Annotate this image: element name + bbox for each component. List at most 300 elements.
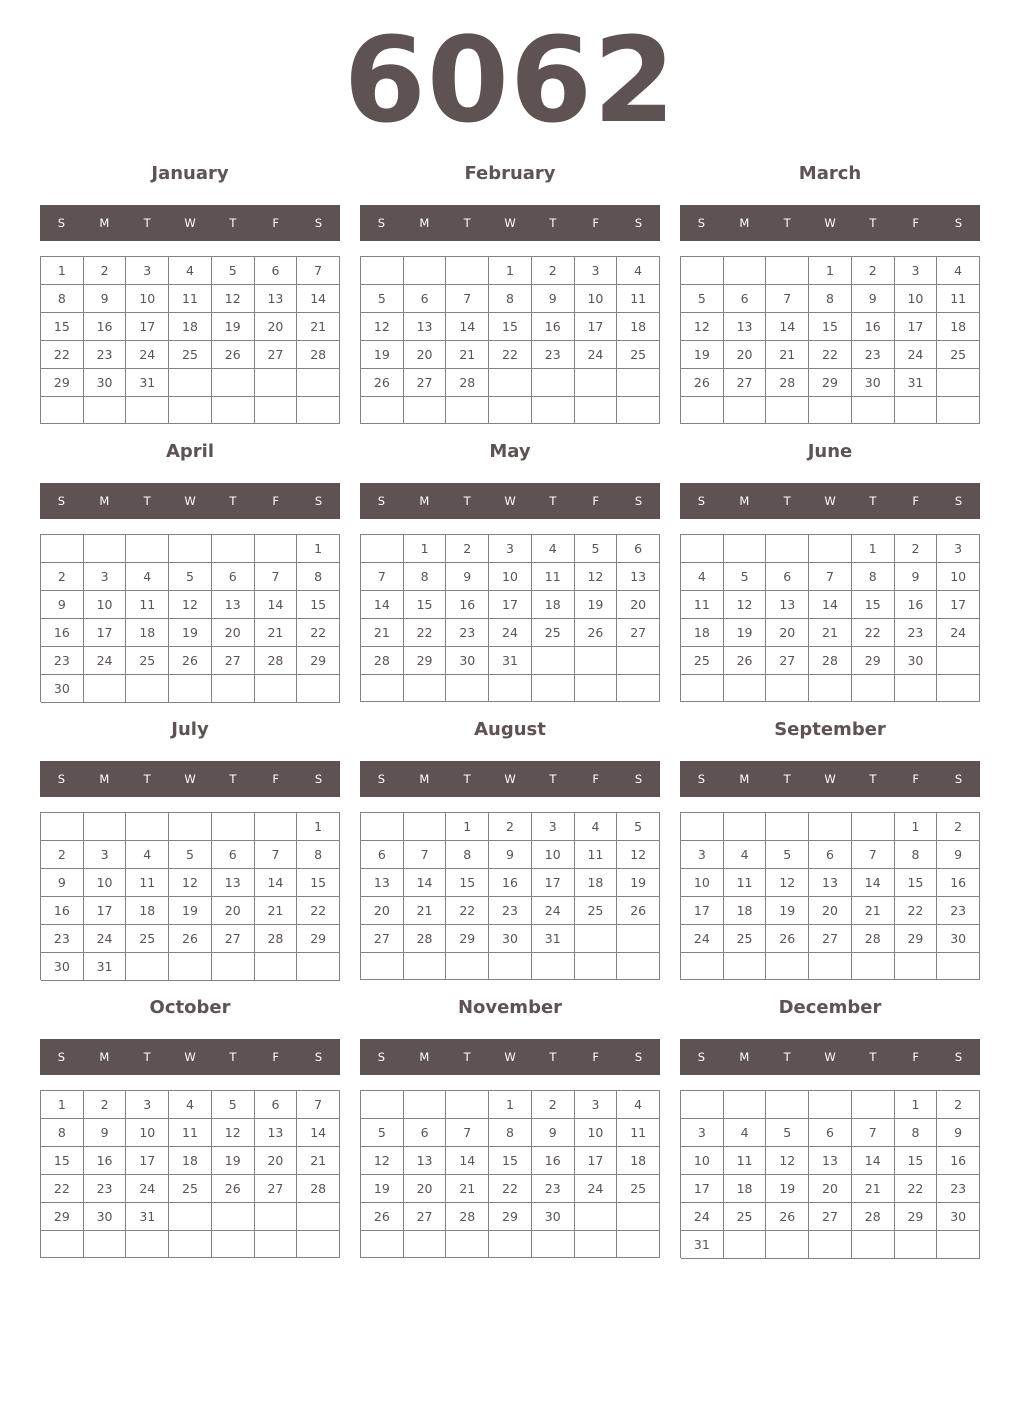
weekday-label: W [184, 772, 196, 786]
day-cell: 25 [575, 897, 618, 925]
day-cell: 3 [681, 841, 724, 869]
day-cell: 21 [446, 1175, 489, 1203]
empty-cell [724, 535, 767, 563]
day-cell: 30 [41, 953, 84, 981]
weekday-header [680, 483, 980, 519]
day-cell: 8 [489, 285, 532, 313]
day-cell: 8 [404, 563, 447, 591]
day-cell: 6 [724, 285, 767, 313]
day-cell: 15 [852, 591, 895, 619]
weekday-label: S [634, 216, 643, 230]
empty-cell [212, 813, 255, 841]
day-cell: 22 [41, 1175, 84, 1203]
day-cell: 5 [575, 535, 618, 563]
day-cell: 11 [169, 1119, 212, 1147]
day-grid [360, 256, 660, 424]
empty-cell [489, 953, 532, 980]
day-cell: 28 [852, 1203, 895, 1231]
day-grid [40, 534, 340, 702]
day-cell: 13 [212, 591, 255, 619]
day-cell: 29 [446, 925, 489, 953]
day-cell: 13 [766, 591, 809, 619]
day-cell: 10 [84, 591, 127, 619]
weekday-label: S [954, 1050, 963, 1064]
day-cell: 23 [937, 897, 980, 925]
day-cell: 20 [255, 1147, 298, 1175]
day-cell: 20 [724, 341, 767, 369]
day-cell: 19 [212, 313, 255, 341]
weekday-label: M [419, 494, 430, 508]
day-cell: 21 [852, 1175, 895, 1203]
empty-cell [361, 397, 404, 424]
day-cell: 18 [681, 619, 724, 647]
day-cell: 15 [297, 591, 340, 619]
day-cell: 21 [446, 341, 489, 369]
day-cell: 28 [766, 369, 809, 397]
empty-cell [681, 535, 724, 563]
empty-cell [212, 369, 255, 397]
day-cell: 13 [404, 313, 447, 341]
day-cell: 24 [575, 1175, 618, 1203]
weekday-label: T [549, 494, 557, 508]
weekday-label: W [824, 216, 836, 230]
empty-cell [681, 953, 724, 980]
day-cell: 15 [809, 313, 852, 341]
empty-cell [895, 675, 938, 702]
day-cell: 18 [575, 869, 618, 897]
day-cell: 31 [84, 953, 127, 981]
empty-cell [489, 675, 532, 702]
empty-cell [84, 675, 127, 703]
day-cell: 13 [617, 563, 660, 591]
day-cell: 1 [297, 813, 340, 841]
day-cell: 30 [84, 369, 127, 397]
day-cell: 4 [126, 841, 169, 869]
month-title: March [798, 163, 862, 184]
month-title: September [774, 719, 886, 740]
day-cell: 1 [446, 813, 489, 841]
weekday-label: S [954, 772, 963, 786]
empty-cell [446, 1231, 489, 1258]
day-cell: 8 [446, 841, 489, 869]
day-cell: 27 [212, 925, 255, 953]
weekday-header [680, 1039, 980, 1075]
day-cell: 29 [297, 925, 340, 953]
day-cell: 4 [169, 257, 212, 285]
empty-cell [126, 813, 169, 841]
day-cell: 26 [361, 369, 404, 397]
day-cell: 20 [361, 897, 404, 925]
day-cell: 24 [126, 1175, 169, 1203]
day-cell: 16 [937, 869, 980, 897]
day-cell: 22 [489, 341, 532, 369]
empty-cell [297, 953, 340, 981]
empty-cell [681, 1091, 724, 1119]
empty-cell [937, 675, 980, 702]
weekday-label: T [869, 1050, 877, 1064]
day-cell: 8 [297, 563, 340, 591]
day-cell: 21 [255, 897, 298, 925]
weekday-label: W [504, 494, 516, 508]
day-cell: 3 [575, 257, 618, 285]
weekday-header [360, 205, 660, 241]
day-cell: 16 [852, 313, 895, 341]
day-cell: 8 [41, 285, 84, 313]
day-cell: 5 [766, 1119, 809, 1147]
day-cell: 3 [84, 563, 127, 591]
day-cell: 22 [895, 1175, 938, 1203]
day-cell: 14 [446, 1147, 489, 1175]
empty-cell [852, 397, 895, 424]
day-cell: 13 [724, 313, 767, 341]
weekday-header [360, 1039, 660, 1075]
day-cell: 5 [212, 1091, 255, 1119]
day-cell: 22 [297, 619, 340, 647]
empty-cell [766, 257, 809, 285]
day-cell: 19 [361, 341, 404, 369]
month-title: May [489, 441, 531, 462]
day-cell: 5 [617, 813, 660, 841]
empty-cell [575, 1203, 618, 1231]
empty-cell [852, 1231, 895, 1259]
day-cell: 16 [532, 1147, 575, 1175]
day-cell: 3 [575, 1091, 618, 1119]
empty-cell [617, 647, 660, 675]
empty-cell [575, 925, 618, 953]
empty-cell [895, 1231, 938, 1259]
empty-cell [404, 813, 447, 841]
empty-cell [681, 257, 724, 285]
day-cell: 12 [212, 285, 255, 313]
day-cell: 22 [404, 619, 447, 647]
day-cell: 11 [126, 591, 169, 619]
empty-cell [361, 1091, 404, 1119]
month-title: April [165, 441, 215, 462]
day-cell: 14 [297, 285, 340, 313]
day-cell: 11 [681, 591, 724, 619]
day-cell: 14 [852, 869, 895, 897]
empty-cell [255, 675, 298, 703]
day-cell: 26 [169, 647, 212, 675]
month-title: January [151, 163, 229, 184]
day-grid [40, 256, 340, 424]
day-cell: 3 [681, 1119, 724, 1147]
weekday-label: S [634, 494, 643, 508]
weekday-label: M [739, 772, 750, 786]
weekday-label: F [272, 216, 280, 230]
empty-cell [84, 535, 127, 563]
weekday-label: M [739, 494, 750, 508]
empty-cell [809, 675, 852, 702]
day-cell: 3 [126, 257, 169, 285]
empty-cell [681, 813, 724, 841]
empty-cell [126, 397, 169, 424]
day-cell: 9 [937, 841, 980, 869]
empty-cell [937, 369, 980, 397]
day-cell: 13 [809, 1147, 852, 1175]
day-grid [680, 534, 980, 702]
day-cell: 14 [297, 1119, 340, 1147]
day-cell: 28 [297, 341, 340, 369]
empty-cell [361, 535, 404, 563]
day-cell: 29 [895, 925, 938, 953]
day-cell: 18 [617, 313, 660, 341]
day-cell: 10 [575, 1119, 618, 1147]
empty-cell [766, 675, 809, 702]
empty-cell [724, 257, 767, 285]
weekday-label: T [463, 216, 471, 230]
day-cell: 15 [489, 1147, 532, 1175]
day-cell: 19 [617, 869, 660, 897]
day-grid [360, 812, 660, 980]
empty-cell [681, 397, 724, 424]
empty-cell [724, 397, 767, 424]
day-cell: 27 [809, 1203, 852, 1231]
empty-cell [404, 1091, 447, 1119]
empty-cell [766, 813, 809, 841]
empty-cell [126, 675, 169, 703]
day-cell: 8 [297, 841, 340, 869]
day-cell: 25 [532, 619, 575, 647]
day-cell: 18 [617, 1147, 660, 1175]
empty-cell [126, 1231, 169, 1258]
weekday-label: M [99, 494, 110, 508]
day-cell: 4 [126, 563, 169, 591]
day-cell: 23 [41, 647, 84, 675]
day-grid [360, 1090, 660, 1258]
day-cell: 25 [126, 647, 169, 675]
day-cell: 1 [895, 813, 938, 841]
day-cell: 13 [404, 1147, 447, 1175]
empty-cell [766, 1231, 809, 1259]
day-cell: 11 [617, 1119, 660, 1147]
day-cell: 18 [169, 1147, 212, 1175]
empty-cell [532, 369, 575, 397]
empty-cell [937, 1231, 980, 1259]
day-cell: 29 [404, 647, 447, 675]
day-cell: 9 [41, 591, 84, 619]
day-cell: 7 [297, 257, 340, 285]
day-cell: 2 [489, 813, 532, 841]
day-cell: 6 [766, 563, 809, 591]
day-cell: 23 [84, 341, 127, 369]
weekday-label: F [272, 772, 280, 786]
weekday-label: W [824, 772, 836, 786]
day-cell: 5 [681, 285, 724, 313]
day-cell: 5 [169, 563, 212, 591]
month-title: October [149, 997, 231, 1018]
day-cell: 16 [41, 619, 84, 647]
empty-cell [169, 369, 212, 397]
day-cell: 6 [404, 1119, 447, 1147]
empty-cell [126, 535, 169, 563]
weekday-label: F [592, 772, 600, 786]
day-cell: 25 [937, 341, 980, 369]
empty-cell [446, 397, 489, 424]
day-cell: 6 [212, 841, 255, 869]
day-cell: 28 [446, 1203, 489, 1231]
day-cell: 10 [126, 1119, 169, 1147]
day-cell: 7 [404, 841, 447, 869]
day-cell: 23 [895, 619, 938, 647]
day-cell: 10 [532, 841, 575, 869]
day-cell: 12 [575, 563, 618, 591]
weekday-label: F [592, 494, 600, 508]
empty-cell [532, 675, 575, 702]
day-cell: 19 [361, 1175, 404, 1203]
day-cell: 20 [212, 619, 255, 647]
empty-cell [446, 953, 489, 980]
day-cell: 11 [937, 285, 980, 313]
empty-cell [255, 369, 298, 397]
day-cell: 5 [169, 841, 212, 869]
empty-cell [617, 369, 660, 397]
day-cell: 19 [169, 897, 212, 925]
day-cell: 23 [446, 619, 489, 647]
weekday-label: T [869, 216, 877, 230]
day-cell: 21 [766, 341, 809, 369]
weekday-label: S [697, 216, 706, 230]
day-cell: 12 [169, 869, 212, 897]
day-cell: 26 [212, 341, 255, 369]
day-cell: 6 [361, 841, 404, 869]
weekday-label: T [869, 494, 877, 508]
weekday-label: T [229, 216, 237, 230]
day-cell: 4 [169, 1091, 212, 1119]
day-cell: 16 [41, 897, 84, 925]
weekday-label: S [314, 772, 323, 786]
day-cell: 2 [446, 535, 489, 563]
day-cell: 17 [532, 869, 575, 897]
month-title: July [171, 719, 209, 740]
day-cell: 25 [681, 647, 724, 675]
day-cell: 24 [84, 647, 127, 675]
day-cell: 19 [724, 619, 767, 647]
weekday-label: S [697, 772, 706, 786]
day-cell: 16 [84, 313, 127, 341]
day-cell: 3 [532, 813, 575, 841]
day-cell: 7 [809, 563, 852, 591]
weekday-header [40, 483, 340, 519]
day-cell: 24 [681, 925, 724, 953]
empty-cell [41, 1231, 84, 1258]
empty-cell [575, 1231, 618, 1258]
day-cell: 19 [169, 619, 212, 647]
weekday-label: M [99, 772, 110, 786]
day-cell: 25 [169, 341, 212, 369]
day-cell: 16 [489, 869, 532, 897]
day-cell: 2 [895, 535, 938, 563]
weekday-label: S [697, 494, 706, 508]
day-cell: 16 [446, 591, 489, 619]
day-cell: 17 [575, 313, 618, 341]
day-cell: 4 [724, 1119, 767, 1147]
day-cell: 24 [681, 1203, 724, 1231]
empty-cell [84, 397, 127, 424]
empty-cell [809, 1091, 852, 1119]
weekday-label: T [463, 772, 471, 786]
day-cell: 28 [404, 925, 447, 953]
empty-cell [532, 647, 575, 675]
day-cell: 29 [489, 1203, 532, 1231]
weekday-label: S [377, 494, 386, 508]
day-cell: 7 [361, 563, 404, 591]
day-cell: 2 [41, 841, 84, 869]
day-cell: 21 [404, 897, 447, 925]
day-cell: 3 [84, 841, 127, 869]
day-cell: 24 [895, 341, 938, 369]
day-cell: 7 [446, 285, 489, 313]
day-cell: 12 [212, 1119, 255, 1147]
day-cell: 11 [617, 285, 660, 313]
empty-cell [937, 397, 980, 424]
weekday-label: F [912, 772, 920, 786]
weekday-label: M [419, 1050, 430, 1064]
day-cell: 27 [255, 341, 298, 369]
empty-cell [532, 953, 575, 980]
day-cell: 18 [126, 897, 169, 925]
day-cell: 12 [724, 591, 767, 619]
empty-cell [575, 953, 618, 980]
day-cell: 2 [41, 563, 84, 591]
day-cell: 29 [41, 1203, 84, 1231]
day-cell: 22 [41, 341, 84, 369]
day-cell: 22 [297, 897, 340, 925]
day-cell: 18 [937, 313, 980, 341]
empty-cell [809, 397, 852, 424]
empty-cell [446, 1091, 489, 1119]
day-cell: 2 [532, 257, 575, 285]
day-cell: 8 [852, 563, 895, 591]
weekday-label: W [184, 216, 196, 230]
day-cell: 27 [617, 619, 660, 647]
day-cell: 30 [937, 1203, 980, 1231]
day-cell: 19 [681, 341, 724, 369]
day-cell: 14 [255, 591, 298, 619]
day-cell: 31 [532, 925, 575, 953]
day-cell: 16 [895, 591, 938, 619]
empty-cell [766, 535, 809, 563]
day-cell: 7 [255, 841, 298, 869]
day-cell: 30 [895, 647, 938, 675]
day-cell: 16 [532, 313, 575, 341]
day-cell: 10 [681, 1147, 724, 1175]
empty-cell [297, 675, 340, 703]
empty-cell [404, 953, 447, 980]
weekday-label: F [272, 1050, 280, 1064]
day-cell: 21 [361, 619, 404, 647]
empty-cell [297, 369, 340, 397]
empty-cell [255, 813, 298, 841]
day-cell: 2 [532, 1091, 575, 1119]
day-cell: 26 [617, 897, 660, 925]
day-cell: 17 [126, 1147, 169, 1175]
day-cell: 14 [404, 869, 447, 897]
day-cell: 31 [489, 647, 532, 675]
empty-cell [169, 953, 212, 981]
empty-cell [212, 1231, 255, 1258]
day-cell: 1 [895, 1091, 938, 1119]
empty-cell [724, 675, 767, 702]
empty-cell [255, 953, 298, 981]
weekday-label: M [99, 1050, 110, 1064]
weekday-label: T [229, 1050, 237, 1064]
day-cell: 21 [852, 897, 895, 925]
day-grid [40, 812, 340, 980]
day-cell: 12 [617, 841, 660, 869]
day-cell: 22 [446, 897, 489, 925]
weekday-label: S [634, 772, 643, 786]
